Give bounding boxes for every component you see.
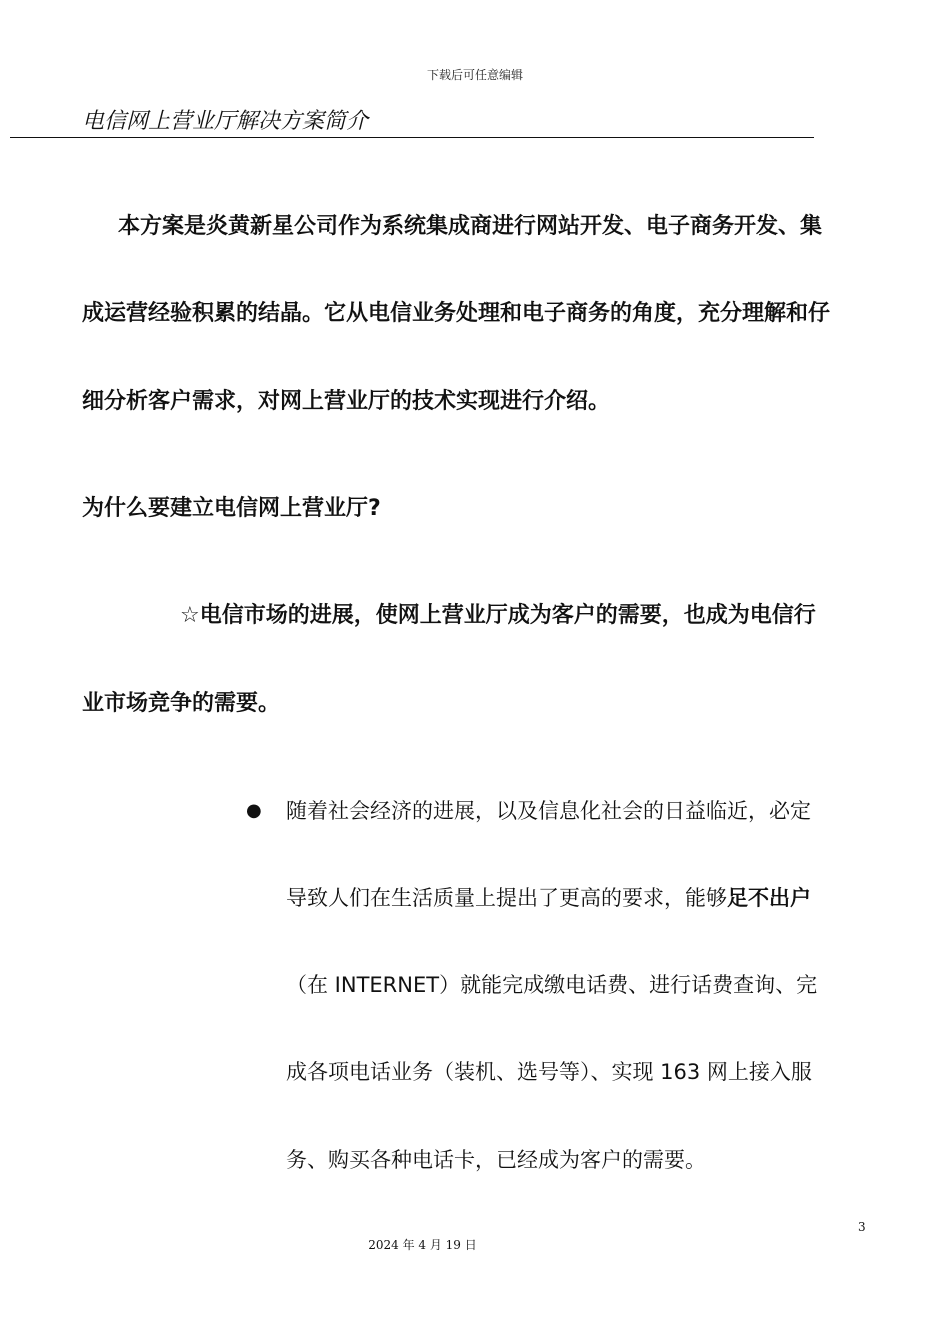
intro-paragraph-line: 细分析客户需求，对网上营业厅的技术实现进行介绍。 — [82, 389, 611, 414]
section-question-heading: 为什么要建立电信网上营业厅? — [82, 496, 381, 521]
bullet-text-line: （在 INTERNET）就能完成缴电话费、进行话费查询、完 — [286, 973, 818, 997]
section-point-line: 业市场竞争的需要。 — [82, 691, 281, 716]
bullet-text-line: 随着社会经济的进展，以及信息化社会的日益临近，必定 — [286, 799, 811, 823]
title-divider — [10, 137, 814, 138]
bullet-text-line — [286, 883, 811, 913]
header-note: 下载后可任意编辑 — [426, 68, 523, 82]
bullet-text-line: 务、购买各种电话卡，已经成为客户的需要。 — [286, 1148, 706, 1172]
bullet-marker: ● — [246, 800, 262, 821]
footer-date: 2024 年 4 月 19 日 — [368, 1238, 477, 1252]
bullet-text-line: 成各项电话业务（装机、选号等）、实现 163 网上接入服 — [286, 1060, 812, 1084]
intro-paragraph-line: 成运营经验积累的结晶。它从电信业务处理和电子商务的角度，充分理解和仔 — [82, 301, 831, 326]
bullet-text-normal: 导致人们在生活质量上提出了更高的要求，能够 — [286, 886, 727, 910]
document-title: 电信网上营业厅解决方案简介 — [82, 109, 369, 134]
bullet-text-emphasis: 足不出户 — [727, 886, 811, 910]
intro-paragraph-line: 本方案是炎黄新星公司作为系统集成商进行网站开发、电子商务开发、集 — [118, 214, 823, 239]
page-number: 3 — [858, 1220, 866, 1234]
section-point-line: ☆电信市场的进展，使网上营业厅成为客户的需要，也成为电信行 — [180, 603, 816, 628]
